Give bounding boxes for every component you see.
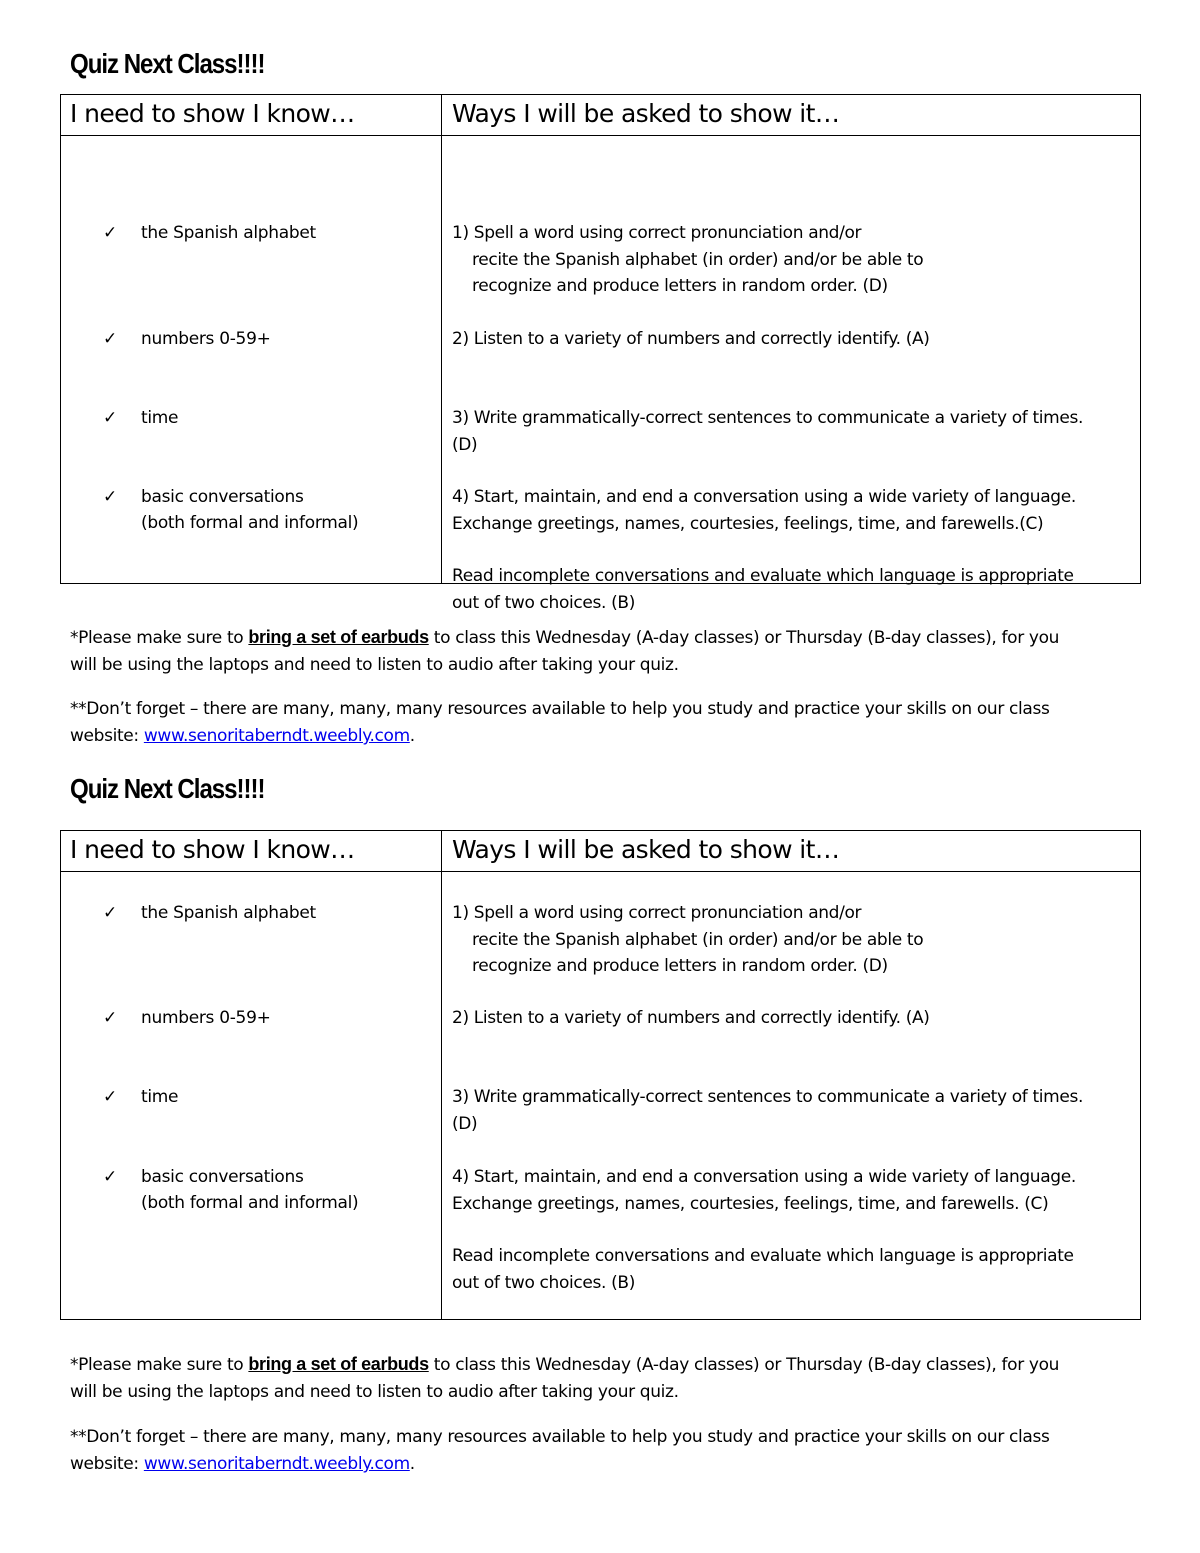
checkmark-icon: ✓	[103, 1087, 117, 1107]
task-line: 3) Write grammatically-correct sentences to communicate a variety of times.	[452, 1087, 1084, 1107]
table-header-row	[61, 95, 1140, 136]
task-line: Exchange greetings, names, courtesies, feelings, time, and farewells.(C)	[452, 513, 1044, 534]
task-line: 1) Spell a word using correct pronunciation and/or	[452, 903, 862, 923]
task-line: 2) Listen to a variety of numbers and correctly identify. (A)	[452, 1008, 930, 1028]
quiz-table	[60, 830, 1141, 1320]
checkmark-icon: ✓	[103, 408, 117, 428]
topic-label: time	[141, 1087, 179, 1107]
note-text: .	[409, 1454, 415, 1474]
note-text: website:	[70, 726, 144, 746]
topic-sublabel: (both formal and informal)	[141, 513, 359, 533]
header-left: I need to show I know…	[70, 835, 355, 864]
header-left: I need to show I know…	[70, 99, 355, 128]
header-right: Ways I will be asked to show it…	[452, 835, 840, 864]
checkmark-icon: ✓	[103, 487, 117, 507]
note-text: website:	[70, 1454, 144, 1474]
task-line: Read incomplete conversations and evaluate which language is appropriate	[452, 1246, 1074, 1266]
column-divider	[441, 831, 442, 1319]
task-item	[452, 484, 1137, 537]
task-item	[452, 563, 1137, 616]
task-line: Read incomplete conversations and evaluate which language is appropriate	[452, 566, 1074, 586]
task-line: Exchange greetings, names, courtesies, feelings, time, and farewells. (C)	[452, 1193, 1049, 1214]
task-item	[452, 1005, 1137, 1032]
quiz-heading: Quiz Next Class!!!!	[70, 773, 265, 804]
table-header-row	[61, 831, 1140, 872]
topic-label: numbers 0-59+	[141, 1008, 271, 1028]
quiz-table	[60, 94, 1141, 613]
checkmark-icon: ✓	[103, 329, 117, 349]
task-item	[452, 1164, 1137, 1217]
note-emphasis: bring a set of earbuds	[248, 627, 429, 647]
note-text: will be using the laptops and need to listen to audio after taking your quiz.	[70, 655, 679, 675]
website-link[interactable]: www.senoritaberndt.weebly.com	[143, 726, 410, 746]
task-line: recite the Spanish alphabet (in order) and/or be able to	[472, 249, 924, 270]
quiz-heading: Quiz Next Class!!!!	[70, 48, 265, 79]
topic-label: the Spanish alphabet	[141, 903, 316, 923]
note-text: *Please make sure to	[70, 1355, 249, 1375]
note-text: to class this Wednesday (A-day classes) or Thursday (B-day classes), for you	[428, 628, 1060, 648]
website-link[interactable]: www.senoritaberndt.weebly.com	[143, 1454, 410, 1474]
task-line: 3) Write grammatically-correct sentences to communicate a variety of times.	[452, 408, 1084, 428]
earbuds-note	[70, 1351, 1130, 1406]
task-line: 4) Start, maintain, and end a conversation using a wide variety of language.	[452, 487, 1076, 507]
task-item	[452, 1243, 1137, 1296]
task-line: 2) Listen to a variety of numbers and correctly identify. (A)	[452, 329, 930, 349]
note-text: *Please make sure to	[70, 628, 249, 648]
topic-label: basic conversations	[141, 487, 304, 507]
task-item	[452, 220, 1137, 300]
note-text: **Don’t forget – there are many, many, many resources available to help you study and practice your skills on our class	[70, 1427, 1050, 1447]
task-item	[452, 1084, 1137, 1137]
note-text: will be using the laptops and need to listen to audio after taking your quiz.	[70, 1382, 679, 1402]
topic-label: time	[141, 408, 179, 428]
resources-note	[70, 696, 1130, 750]
topic-label: the Spanish alphabet	[141, 223, 316, 243]
task-line: 4) Start, maintain, and end a conversation using a wide variety of language.	[452, 1167, 1076, 1187]
checkmark-icon: ✓	[103, 903, 117, 923]
task-line: (D)	[452, 1113, 478, 1134]
column-divider	[441, 95, 442, 583]
checkmark-icon: ✓	[103, 1008, 117, 1028]
task-item	[452, 900, 1137, 980]
topic-sublabel: (both formal and informal)	[141, 1193, 359, 1213]
topic-label: basic conversations	[141, 1167, 304, 1187]
task-item	[452, 326, 1137, 353]
task-line: out of two choices. (B)	[452, 592, 636, 613]
topic-label: numbers 0-59+	[141, 329, 271, 349]
header-right: Ways I will be asked to show it…	[452, 99, 840, 128]
checkmark-icon: ✓	[103, 1167, 117, 1187]
checkmark-icon: ✓	[103, 223, 117, 243]
resources-note	[70, 1424, 1130, 1478]
note-text: **Don’t forget – there are many, many, many resources available to help you study and practice your skills on our class	[70, 699, 1050, 719]
earbuds-note	[70, 624, 1130, 679]
task-line: out of two choices. (B)	[452, 1272, 636, 1293]
task-item	[452, 405, 1137, 458]
note-text: to class this Wednesday (A-day classes) or Thursday (B-day classes), for you	[428, 1355, 1060, 1375]
task-line: recite the Spanish alphabet (in order) and/or be able to	[472, 929, 924, 950]
note-text: .	[409, 726, 415, 746]
task-line: (D)	[452, 434, 478, 455]
task-line: recognize and produce letters in random order. (D)	[472, 276, 888, 296]
task-line: 1) Spell a word using correct pronunciation and/or	[452, 223, 862, 243]
task-line: recognize and produce letters in random order. (D)	[472, 956, 888, 976]
note-emphasis: bring a set of earbuds	[248, 1354, 429, 1374]
